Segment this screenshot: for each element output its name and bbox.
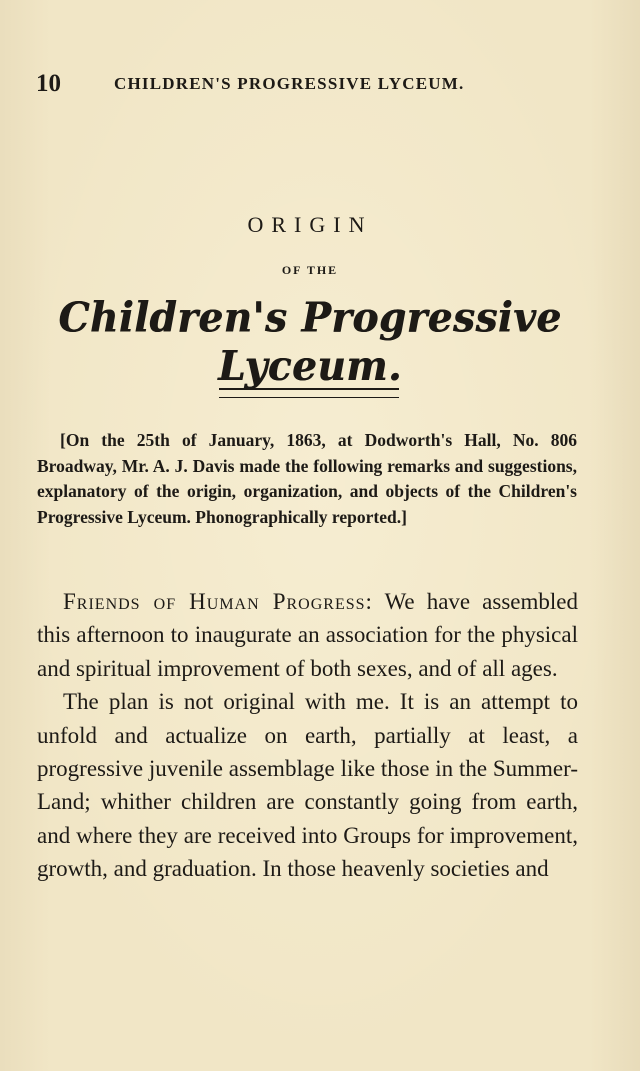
body-paragraph-1-text: We have assembled this afternoon to inaugurate an association for the physical and spiritual improvement of both sexes, and of all ages. <box>37 589 578 681</box>
section-heading-origin: ORIGIN <box>247 212 373 237</box>
salutation-lead-in: Friends of Human Progress: <box>63 589 373 614</box>
editorial-note-text: [On the 25th of January, 1863, at Dodworth's Hall, No. 806 Broadway, Mr. A. J. Davis made the following remarks and suggestions, explanatory of the origin, organization, and objects of the Children's Progressive Lyceum. Phonographically reported.] <box>37 430 577 527</box>
running-head <box>36 70 604 100</box>
editorial-note <box>37 428 577 530</box>
running-title: CHILDREN'S PROGRESSIVE LYCEUM. <box>114 74 465 93</box>
body-paragraph-2: The plan is not original with me. It is an attempt to unfold and actualize on earth, partially at least, a progressive juvenile assemblage like those in the Summer-Land; whither children are constantly going from earth, and where they are received into Groups for improvement, growth, and graduation. In those heavenly societies and <box>37 689 578 882</box>
section-main-title: Children's Progressive Lyceum. <box>58 293 562 391</box>
section-heading-of-the: OF THE <box>281 263 339 277</box>
title-rule-bottom <box>219 397 399 398</box>
page-number: 10 <box>36 70 61 97</box>
body-paragraph-1 <box>37 585 578 685</box>
title-rule-top <box>219 388 399 390</box>
body-text <box>37 585 578 886</box>
